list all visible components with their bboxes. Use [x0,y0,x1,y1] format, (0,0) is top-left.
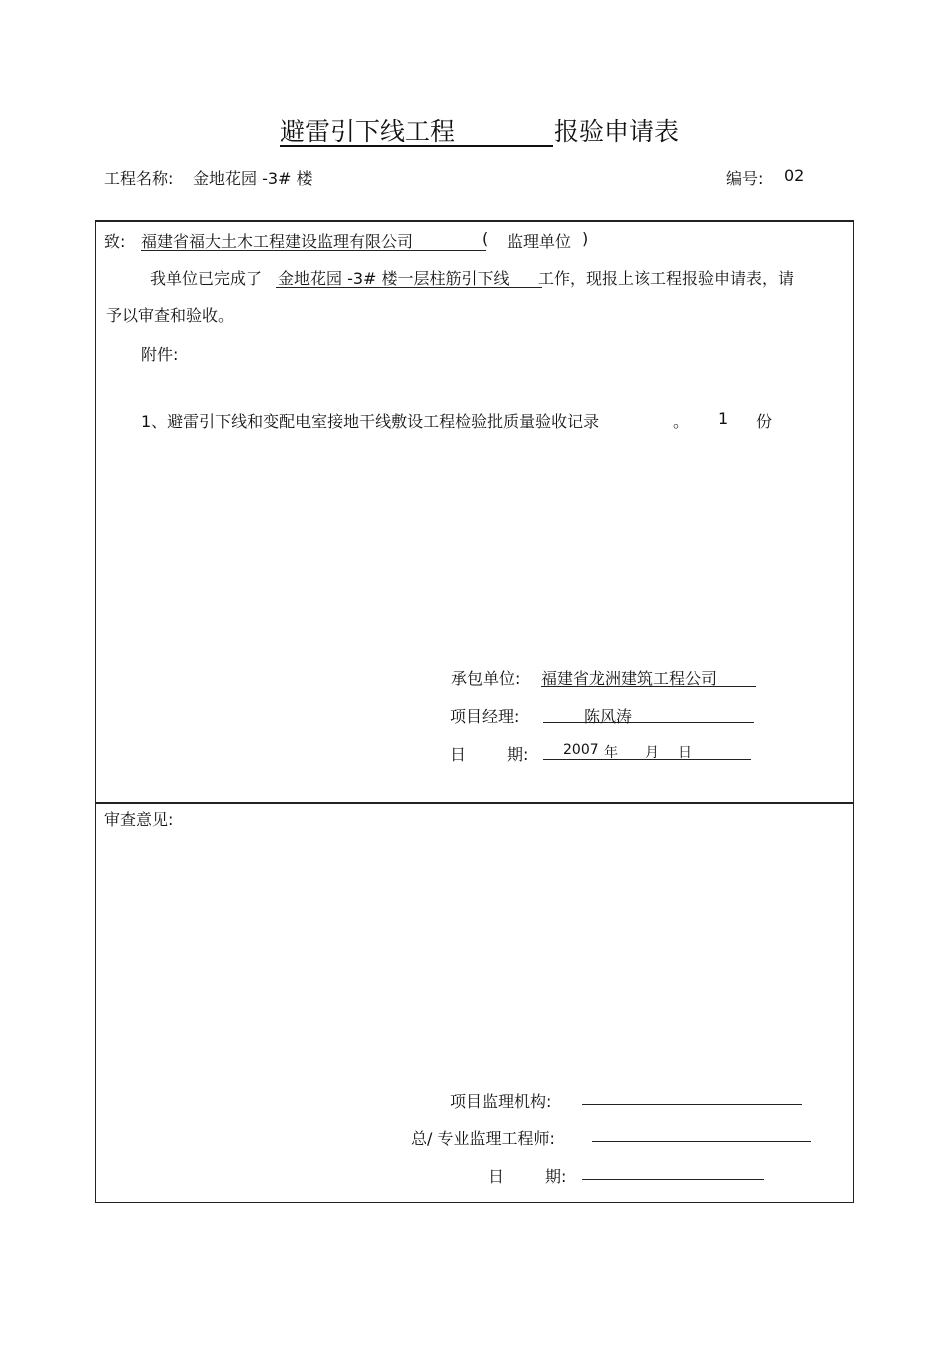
statement-work-item: 金地花园 -3# 楼一层柱筋引下线 [278,269,510,288]
review-date-label-day: 日 [488,1167,505,1186]
serial-number-label: 编号: [726,169,764,188]
attachment-item: 1、避雷引下线和变配电室接地干线敷设工程检验批质量验收记录 [141,412,600,431]
application-date-year: 2007 [563,742,599,758]
form-title-suffix: 报验申请表 [554,117,680,146]
recipient-role: 监理单位 [507,232,572,251]
project-manager-underline [543,722,754,723]
project-name-label: 工程名称: [104,169,174,188]
recipient-underline [141,250,486,251]
application-date-label-period: 期: [507,745,529,764]
title-underline [280,145,553,147]
application-date-label-day: 日 [450,745,467,764]
contractor-value: 福建省龙洲建筑工程公司 [541,669,718,688]
form-title-main: 避雷引下线工程 [280,117,456,146]
attachment-unit: 份 [756,412,773,431]
recipient-role-close-paren: ) [582,229,589,248]
project-manager-label: 项目经理: [450,707,520,726]
attachments-label: 附件: [141,345,179,364]
attachment-count: 1 [718,409,729,428]
recipient-value: 福建省福大土木工程建设监理有限公司 [141,232,414,251]
work-item-underline [276,287,542,288]
review-date-label-period: 期: [545,1167,567,1186]
project-manager-value: 陈风涛 [584,707,633,726]
application-date-day-unit: 日 [678,745,692,761]
contractor-label: 承包单位: [451,669,521,688]
supervision-agency-label: 项目监理机构: [450,1092,552,1111]
application-date-year-unit: 年 [604,745,618,761]
review-opinion-label: 审查意见: [104,810,174,829]
supervising-engineer-label: 总/ 专业监理工程师: [411,1129,555,1148]
project-name-value: 金地花园 -3# 楼 [193,169,313,188]
supervising-engineer-underline [592,1141,811,1142]
application-date-month-unit: 月 [645,745,659,761]
supervision-agency-underline [582,1104,802,1105]
statement-text-end: 工作，现报上该工程报验申请表，请 [538,269,795,288]
attachment-period: 。 [673,412,690,431]
statement-text-start: 我单位已完成了 [150,269,263,288]
serial-number-value: 02 [784,166,805,185]
recipient-label: 致: [104,232,126,251]
contractor-underline [541,686,756,687]
review-date-underline [582,1179,764,1180]
statement-text-continued: 予以审查和验收。 [106,306,235,325]
recipient-role-open-paren: ( [482,229,489,248]
